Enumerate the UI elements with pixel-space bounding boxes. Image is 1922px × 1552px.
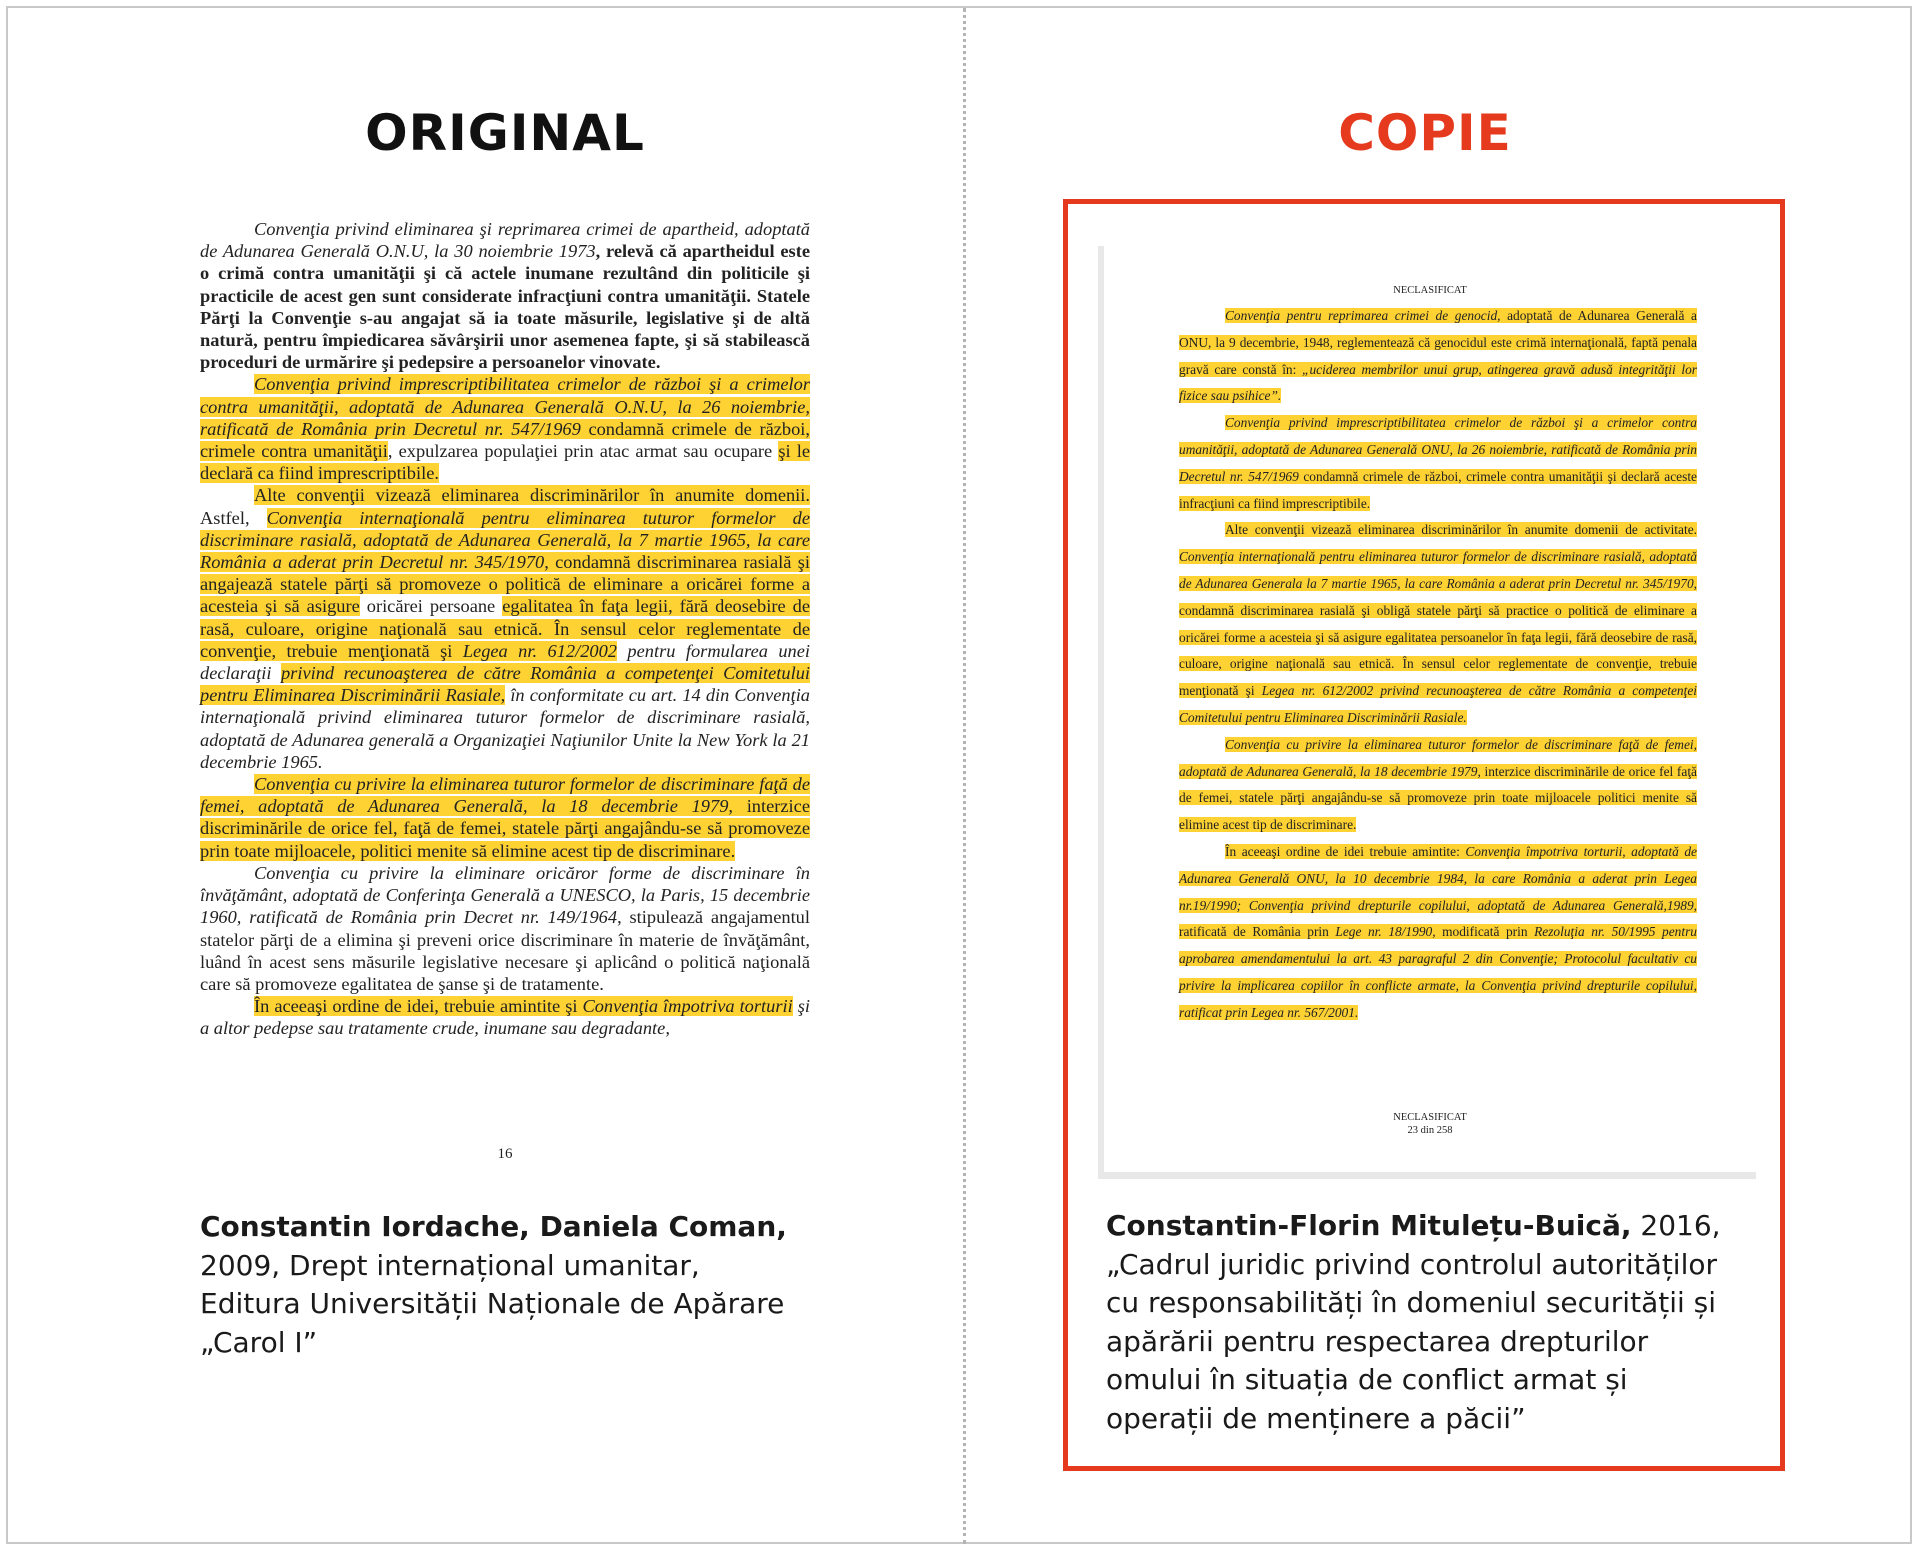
- highlight: Convenţia privind imprescriptibilitatea crimelor de război şi a crimelor contra umanităţii, adoptată de Adunarea Generală O.N.U, la 26 noiembrie, ratificată de România prin Decretul nr. 547/1969: [200, 374, 810, 439]
- column-divider: [963, 8, 966, 1544]
- highlight: Convenţia pentru reprimarea crimei de genocid,: [1225, 308, 1501, 323]
- highlight: Convenţia cu privire la eliminarea tuturor formelor de discriminare faţă de femei, adoptată de Adunarea Generală, la 18 decembrie 1979,: [200, 774, 810, 817]
- original-paragraph-1: Convenţia privind eliminarea şi reprimarea crimei de apartheid, adoptată de Adunarea Generală O.N.U, la 30 noiembrie 1973, relevă că apartheidul este o crimă contra umanităţii şi că actele inumane rezultând din politicile şi practicile de acest gen sunt considerate infracţiuni contra umanităţii. Statele Părţi la Convenţie s-au angajat să ia toate măsurile, legislative şi de altă natură, pentru împiedicarea săvârşirii unor asemenea fapte, şi să stabilească proceduri de urmărire şi pedepsire a persoanelor vinovate.: [200, 219, 810, 373]
- highlight: În aceeaşi ordine de idei trebuie amintite:: [1225, 843, 1466, 859]
- original-paragraph-5: Convenţia cu privire la eliminare oricăror forme de discriminare în învăţământ, adoptată de Conferinţa Generală a UNESCO, la Paris, 15 decembrie 1960, ratificată de România prin Decret nr. 149/1964, stipulează angajamentul statelor părţi de a elimina şi preveni orice discriminare în materie de învăţământ, luând în acest sens măsurile legislative necesare şi aplicând o politică naţională care să promoveze egalitatea de şanse şi de tratamente.: [200, 862, 810, 994]
- highlight: Alte convenţii vizează eliminarea discriminărilor în anumite domenii.: [254, 485, 810, 506]
- original-document-text: [200, 218, 810, 1040]
- highlight: „uciderea membrilor unui grup, atingerea gravă adusă integrităţii lor fizice sau psihice”.: [1179, 361, 1697, 404]
- highlight: adoptată de Adunarea Generală a ONU, la 9 decembrie, 1948, reglementează că genocidul este crimă internaţională, faptă penala gravă care constă în:: [1179, 308, 1697, 377]
- heading-original: ORIGINAL: [365, 104, 645, 162]
- highlight: Convenţia privind imprescriptibilitatea crimelor de război şi a crimelor contra umanităţii, adoptată de Adunarea Generală ONU, la 26 noiembrie, ratificată de România prin Decretul nr. 547/1969: [1179, 415, 1697, 484]
- highlight: Rezoluţia nr. 50/1995 pentru aprobarea amendamentului la art. 43 paragraful 2 din Convenţie; Protocolul facultativ cu privire la implicarea copiilor în conflicte armate, la Convenţia privind drepturile copilului, ratificat prin Legea nr. 567/2001.: [1179, 924, 1697, 1020]
- highlight: În aceeaşi ordine de idei, trebuie amintite şi: [254, 996, 583, 1017]
- original-authors: Constantin Iordache, Daniela Coman,: [200, 1210, 787, 1243]
- highlight: , condamnă discriminarea rasială şi obligă statele părţi să practice o politică de eliminare a oricărei forme a acesteia şi să asigure egalitatea persoanelor în faţa legii, fără deosebire de rasă, culoare, origine naţională sau etnică. În sensul celor reglementate de convenţie, trebuie menţionată şi: [1179, 575, 1697, 699]
- original-paragraph-2: Convenţia privind imprescriptibilitatea crimelor de război şi a crimelor contra umanităţii, adoptată de Adunarea Generală O.N.U, la 26 noiembrie, ratificată de România prin Decretul nr. 547/1969 condamnă crimele de război, crimele contra umanităţii, expulzarea populaţiei prin atac armat sau ocupare şi le declară ca fiind imprescriptibile.: [200, 374, 810, 484]
- highlight: Convenţia cu privire la eliminarea tuturor formelor de discriminare faţă de femei, adoptată de Adunarea Generală, la 18 decembrie 1979,: [1179, 736, 1697, 779]
- highlight: Convenţia împotriva torturii: [582, 996, 793, 1017]
- classification-footer: [1104, 1111, 1756, 1137]
- highlight: , condamnă discriminarea rasială şi angajează statele părţi să promoveze o politică de eliminare a oricărei forme a acesteia şi să asigure: [200, 552, 810, 617]
- highlight: Legea nr. 612/2002: [462, 640, 617, 661]
- highlight: Convenţia împotriva torturii, adoptată de Adunarea Generală ONU, la 10 decembrie 1984, la care România a aderat prin Legea nr.19/1990; Convenţia privind drepturile copilului, adoptată de Adunarea Generală,1989,: [1179, 843, 1697, 913]
- original-paragraph-4: [200, 773, 810, 862]
- highlight: Convenţia internaţională pentru eliminarea tuturor formelor de discriminare rasială, adoptată de Adunarea Generala la 7 martie 1965, la care România a aderat prin Decretul nr. 345/1970: [1179, 549, 1697, 591]
- original-caption: Constantin Iordache, Daniela Coman, 2009, Drept internațional umanitar, Editura Universității Naționale de Apărare „Carol I”: [200, 1210, 787, 1359]
- highlight: şi le declară ca fiind imprescriptibile.: [200, 441, 810, 484]
- copy-paragraph-5: [1179, 839, 1697, 1027]
- original-paragraph-6: În aceeaşi ordine de idei, trebuie amintite şi Convenţia împotriva torturii şi a altor pedepse sau tratamente crude, inumane sau degradante,: [200, 996, 810, 1039]
- copy-paragraph-3: [1179, 517, 1697, 731]
- original-paragraph-3: Alte convenţii vizează eliminarea discriminărilor în anumite domenii. Astfel, Convenţia internaţională pentru eliminarea tuturor formelor de discriminare rasială, adoptată de Adunarea Generală, la 7 martie 1965, la care România a aderat prin Decretul nr. 345/1970, condamnă discriminarea rasială şi angajează statele părţi să promoveze o politică de eliminare a oricărei forme a acesteia şi să asigure oricărei persoane egalitatea în faţa legii, fără deosebire de rasă, culoare, origine naţională sau etnică. În sensul celor reglementate de convenţie, trebuie menţionată şi Legea nr. 612/2002 pentru formularea unei declaraţii privind recunoaşterea de către România a competenţei Comitetului pentru Eliminarea Discriminării Rasiale, în conformitate cu art. 14 din Convenţia internaţională privind eliminarea tuturor formelor de discriminare rasială, adoptată de Adunarea generală a Organizaţiei Naţiunilor Unite la New York la 21 decembrie 1965.: [200, 485, 811, 772]
- classification-header: NECLASIFICAT: [1393, 285, 1467, 296]
- footer-page-info: 23 din 258: [1407, 1125, 1453, 1136]
- highlight: ratificată de România prin: [1179, 924, 1336, 940]
- highlight: privind recunoaşterea de către România a competenţei Comitetului pentru Eliminarea Discriminării Rasiale,: [200, 663, 810, 706]
- highlight: interzice discriminările de orice fel, faţă de femei, statele părţi angajându-se să promoveze prin toate mijloacele, politici menite să elimine acest tip de discriminare.: [200, 796, 810, 861]
- highlight: condamnă crimele de război, crimele contra umanităţii: [200, 418, 810, 462]
- copy-paragraph-1: [1179, 303, 1697, 410]
- highlight: modificată prin: [1435, 924, 1535, 940]
- copie-caption: Constantin-Florin Mitulețu-Buică, 2016, „Cadrul juridic privind controlul autorităților cu responsabilități în domeniul securității și apărării pentru respectarea drepturilor omului în situația de conflict armat și operații de menținere a păcii”: [1106, 1209, 1721, 1435]
- copy-paragraph-2: [1179, 410, 1697, 517]
- footer-classification: NECLASIFICAT: [1393, 1112, 1467, 1123]
- highlight: condamnă crimele de război, crimele contra umanităţii şi declară aceste infracţiuni ca fiind imprescriptibile.: [1179, 468, 1697, 511]
- highlight: Convenţia internaţională pentru eliminarea tuturor formelor de discriminare rasială, adoptată de Adunarea Generală, la 7 martie 1965, la care România a aderat prin Decretul nr. 345/1970: [200, 507, 810, 573]
- highlight: Lege nr. 18/1990,: [1335, 924, 1436, 940]
- copied-document-text: [1179, 303, 1697, 1027]
- highlight: egalitatea în faţa legii, fără deosebire de rasă, culoare, origine naţională sau etnică. În sensul celor reglementate de convenţie, trebuie menţionată şi: [200, 596, 810, 661]
- heading-copie: COPIE: [1338, 104, 1512, 162]
- highlight: Alte convenţii vizează eliminarea discriminărilor în anumite domenii de activitate.: [1225, 522, 1697, 538]
- original-page-number: 16: [497, 1146, 513, 1162]
- highlight: interzice discriminările de orice fel faţă de femei, statele părţi angajându-se să promoveze prin toate mijloacele politici menite să elimine acest tip de discriminare.: [1179, 763, 1697, 833]
- copie-author: Constantin-Florin Mitulețu-Buică,: [1106, 1209, 1632, 1242]
- copy-paragraph-4: [1179, 732, 1697, 839]
- highlight: Legea nr. 612/2002 privind recunoaşterea de către România a competenţei Comitetului pentru Eliminarea Discriminării Rasiale.: [1179, 683, 1697, 725]
